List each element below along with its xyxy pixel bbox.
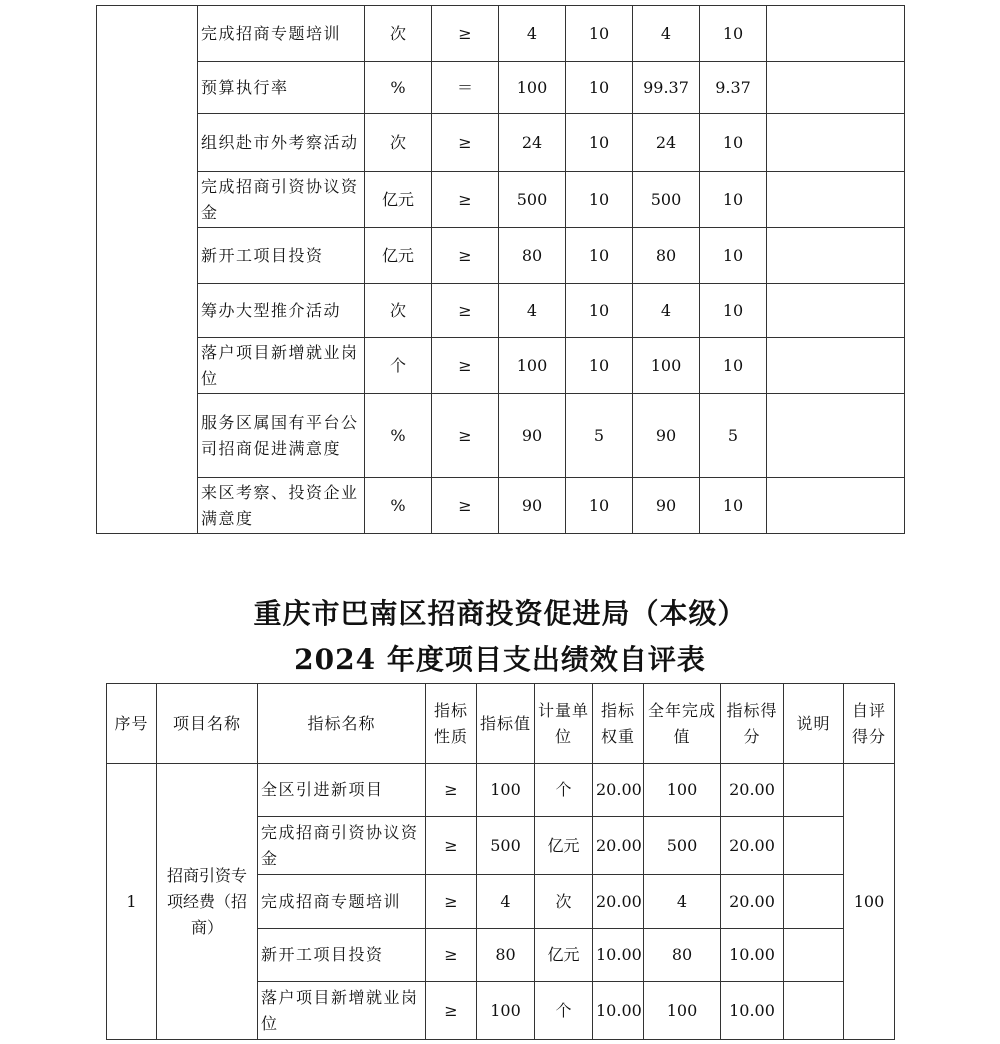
weight-cell: 10: [566, 172, 633, 228]
actual-cell: 500: [644, 817, 721, 875]
unit-cell: 亿元: [365, 172, 432, 228]
table-row: [97, 228, 905, 284]
target-cell: 4: [499, 284, 566, 338]
actual-cell: 80: [633, 228, 700, 284]
header-nature: 指标性质: [426, 684, 477, 764]
weight-cell: 10: [566, 228, 633, 284]
table-row: [97, 172, 905, 228]
score-cell: 10: [700, 172, 767, 228]
note-cell: [767, 478, 905, 534]
table-row: [97, 284, 905, 338]
table-row: [97, 62, 905, 114]
operator-cell: ≥: [432, 284, 499, 338]
operator-cell: ≥: [432, 172, 499, 228]
operator-cell: ≥: [432, 6, 499, 62]
note-cell: [767, 6, 905, 62]
note-cell: [784, 875, 844, 929]
indicator-name: 完成招商专题培训: [258, 875, 426, 929]
actual-cell: 100: [644, 982, 721, 1040]
actual-cell: 24: [633, 114, 700, 172]
weight-cell: 10: [566, 6, 633, 62]
table-row: [97, 478, 905, 534]
unit-cell: 次: [535, 875, 593, 929]
note-cell: [767, 62, 905, 114]
value-cell: 100: [477, 982, 535, 1040]
header-score: 指标得分: [721, 684, 784, 764]
seq-cell: 1: [107, 764, 157, 1040]
value-cell: 4: [477, 875, 535, 929]
header-actual: 全年完成值: [644, 684, 721, 764]
actual-cell: 4: [633, 284, 700, 338]
nature-cell: ≥: [426, 929, 477, 982]
weight-cell: 5: [566, 394, 633, 478]
target-cell: 500: [499, 172, 566, 228]
actual-cell: 100: [633, 338, 700, 394]
indicator-name: 来区考察、投资企业满意度: [198, 478, 365, 534]
unit-cell: 个: [365, 338, 432, 394]
unit-cell: 次: [365, 6, 432, 62]
document-subtitle: 2024 年度项目支出绩效自评表: [294, 643, 706, 676]
indicator-name: 服务区属国有平台公司招商促进满意度: [198, 394, 365, 478]
note-cell: [767, 284, 905, 338]
score-cell: 20.00: [721, 764, 784, 817]
document-title: 重庆市巴南区招商投资促进局（本级）: [253, 597, 747, 630]
note-cell: [767, 172, 905, 228]
header-project: 项目名称: [157, 684, 258, 764]
unit-cell: 次: [365, 284, 432, 338]
weight-cell: 10: [566, 478, 633, 534]
merged-blank-cell: [97, 6, 198, 534]
table-row: [97, 6, 905, 62]
weight-cell: 20.00: [593, 817, 644, 875]
target-cell: 100: [499, 338, 566, 394]
score-cell: 10.00: [721, 982, 784, 1040]
nature-cell: ≥: [426, 817, 477, 875]
weight-cell: 20.00: [593, 875, 644, 929]
target-cell: 90: [499, 394, 566, 478]
actual-cell: 100: [644, 764, 721, 817]
unit-cell: %: [365, 62, 432, 114]
score-cell: 10: [700, 478, 767, 534]
unit-cell: 亿元: [365, 228, 432, 284]
table-row: [97, 114, 905, 172]
weight-cell: 10: [566, 338, 633, 394]
self-score-cell: 100: [844, 764, 895, 1040]
weight-cell: 10: [566, 284, 633, 338]
value-cell: 100: [477, 764, 535, 817]
weight-cell: 10.00: [593, 982, 644, 1040]
weight-cell: 10.00: [593, 929, 644, 982]
score-cell: 20.00: [721, 875, 784, 929]
header-value: 指标值: [477, 684, 535, 764]
actual-cell: 4: [633, 6, 700, 62]
indicator-name: 新开工项目投资: [258, 929, 426, 982]
nature-cell: ≥: [426, 982, 477, 1040]
score-cell: 10.00: [721, 929, 784, 982]
table-row: [107, 764, 895, 817]
indicator-name: 新开工项目投资: [198, 228, 365, 284]
score-cell: 9.37: [700, 62, 767, 114]
unit-cell: 个: [535, 982, 593, 1040]
project-name-cell: 招商引资专项经费（招商）: [157, 764, 258, 1040]
unit-cell: 次: [365, 114, 432, 172]
header-indicator: 指标名称: [258, 684, 426, 764]
note-cell: [784, 982, 844, 1040]
indicator-name: 落户项目新增就业岗位: [258, 982, 426, 1040]
operator-cell: ≥: [432, 478, 499, 534]
self-evaluation-table: [106, 683, 895, 1040]
nature-cell: ≥: [426, 875, 477, 929]
header-unit: 计量单位: [535, 684, 593, 764]
operator-cell: ＝: [432, 62, 499, 114]
unit-cell: 个: [535, 764, 593, 817]
unit-cell: %: [365, 394, 432, 478]
value-cell: 80: [477, 929, 535, 982]
target-cell: 24: [499, 114, 566, 172]
note-cell: [784, 764, 844, 817]
actual-cell: 90: [633, 478, 700, 534]
score-cell: 10: [700, 284, 767, 338]
note-cell: [767, 338, 905, 394]
note-cell: [784, 817, 844, 875]
score-cell: 10: [700, 6, 767, 62]
note-cell: [767, 228, 905, 284]
operator-cell: ≥: [432, 114, 499, 172]
score-cell: 20.00: [721, 817, 784, 875]
indicator-name: 预算执行率: [198, 62, 365, 114]
header-weight: 指标权重: [593, 684, 644, 764]
actual-cell: 4: [644, 875, 721, 929]
upper-indicator-table: [96, 5, 905, 534]
actual-cell: 90: [633, 394, 700, 478]
header-self-score: 自评得分: [844, 684, 895, 764]
note-cell: [784, 929, 844, 982]
actual-cell: 99.37: [633, 62, 700, 114]
header-note: 说明: [784, 684, 844, 764]
header-seq: 序号: [107, 684, 157, 764]
weight-cell: 10: [566, 62, 633, 114]
weight-cell: 20.00: [593, 764, 644, 817]
note-cell: [767, 394, 905, 478]
operator-cell: ≥: [432, 228, 499, 284]
indicator-name: 组织赴市外考察活动: [198, 114, 365, 172]
unit-cell: 亿元: [535, 929, 593, 982]
score-cell: 10: [700, 338, 767, 394]
unit-cell: %: [365, 478, 432, 534]
weight-cell: 10: [566, 114, 633, 172]
note-cell: [767, 114, 905, 172]
indicator-name: 筹办大型推介活动: [198, 284, 365, 338]
indicator-name: 完成招商引资协议资金: [198, 172, 365, 228]
target-cell: 100: [499, 62, 566, 114]
header-row: [107, 684, 895, 764]
score-cell: 10: [700, 114, 767, 172]
table-row: [97, 338, 905, 394]
actual-cell: 80: [644, 929, 721, 982]
operator-cell: ≥: [432, 394, 499, 478]
actual-cell: 500: [633, 172, 700, 228]
table-row: [97, 394, 905, 478]
score-cell: 5: [700, 394, 767, 478]
operator-cell: ≥: [432, 338, 499, 394]
indicator-name: 落户项目新增就业岗位: [198, 338, 365, 394]
target-cell: 80: [499, 228, 566, 284]
nature-cell: ≥: [426, 764, 477, 817]
indicator-name: 完成招商专题培训: [198, 6, 365, 62]
target-cell: 4: [499, 6, 566, 62]
value-cell: 500: [477, 817, 535, 875]
score-cell: 10: [700, 228, 767, 284]
target-cell: 90: [499, 478, 566, 534]
indicator-name: 全区引进新项目: [258, 764, 426, 817]
unit-cell: 亿元: [535, 817, 593, 875]
indicator-name: 完成招商引资协议资金: [258, 817, 426, 875]
